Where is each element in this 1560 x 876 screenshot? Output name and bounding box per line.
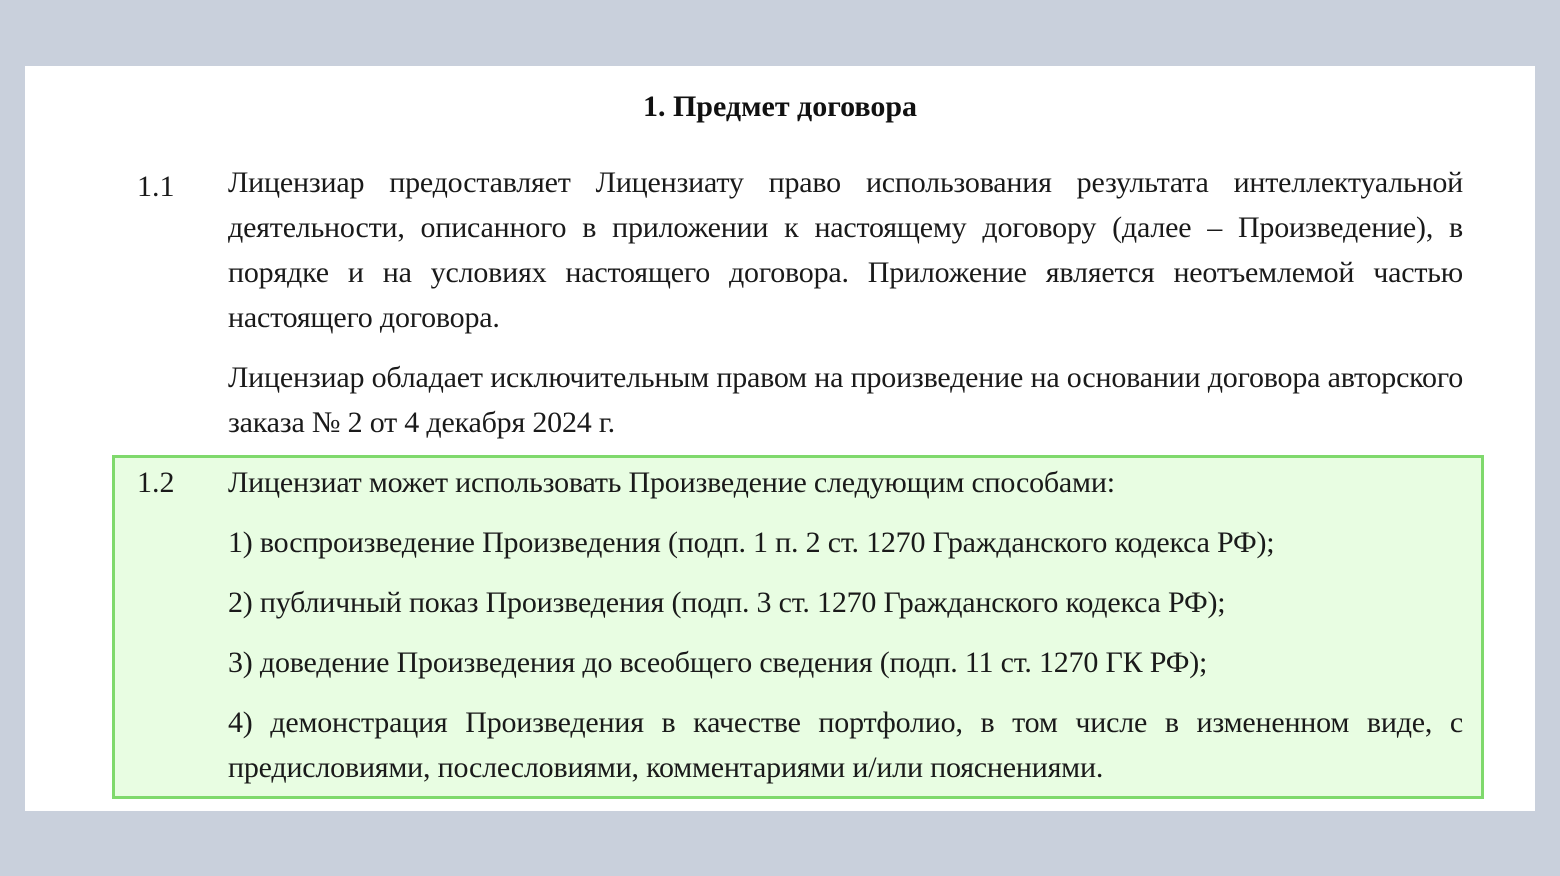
clause-1-1-paragraph-2: Лицензиар обладает исключительным правом на произведение на основании договора авторского заказа № 2 от 4 декабря 2024 г.: [228, 361, 1463, 439]
usage-item-4: 4) демонстрация Произведения в качестве портфолио, в том числе в измененном виде, с предисловиями, послесловиями, комментариями и/или пояснениями.: [228, 706, 1463, 784]
usage-item-1: 1) воспроизведение Произведения (подп. 1 п. 2 ст. 1270 Гражданского кодекса РФ);: [228, 526, 1275, 559]
clause-number-1-2: 1.2: [137, 466, 175, 499]
document-page: [25, 66, 1535, 811]
clause-1-1-paragraph-1: Лицензиар предоставляет Лицензиату право использования результата интеллектуальной деятельности, описанного в приложении к настоящему договору (далее – Произведение), в порядке и на условиях настоящего договора. Приложение является неотъемлемой частью настоящего договора.: [228, 166, 1463, 334]
usage-item-3: 3) доведение Произведения до всеобщего сведения (подп. 11 ст. 1270 ГК РФ);: [228, 646, 1208, 679]
clause-1-2-intro: Лицензиат может использовать Произведение следующим способами:: [228, 466, 1115, 499]
usage-item-2: 2) публичный показ Произведения (подп. 3 ст. 1270 Гражданского кодекса РФ);: [228, 586, 1226, 619]
clause-number-1-1: 1.1: [137, 170, 175, 203]
section-heading: 1. Предмет договора: [642, 90, 918, 123]
